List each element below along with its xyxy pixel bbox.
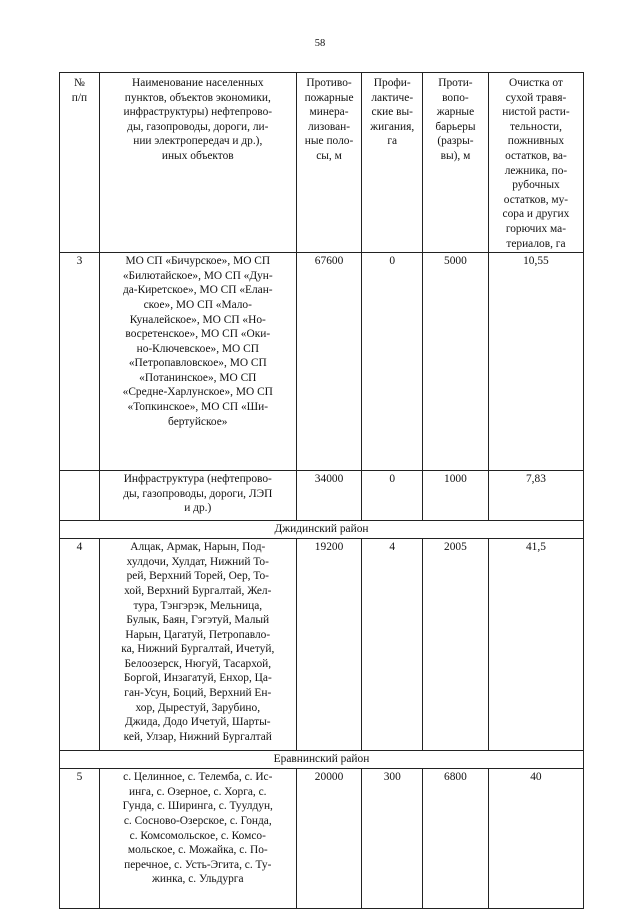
row-number: 5: [60, 769, 100, 909]
header-text-line: лизован-: [307, 120, 351, 133]
cell-text-line: хор, Дырестуй, Зарубино,: [135, 701, 261, 714]
table-body: [60, 253, 584, 909]
fire-prevention-table: [59, 72, 584, 909]
header-text-line: п/п: [71, 91, 88, 104]
row-object-name: [99, 253, 296, 471]
header-text-line: жигания,: [370, 120, 415, 133]
row-object-name: [99, 539, 296, 751]
header-text-line: остатков, ва-: [505, 149, 567, 162]
row-cleaning: 41,5: [488, 539, 583, 751]
cell-text-line: хулдочи, Хулдат, Нижний То-: [126, 555, 269, 568]
row-number: [60, 471, 100, 521]
header-text-line: сора и других: [502, 208, 570, 221]
header-text-line: пунктов, объектов экономики,: [124, 91, 271, 104]
header-cleaning: [488, 73, 583, 253]
row-cleaning: 40: [488, 769, 583, 909]
header-text-line: горючих ма-: [505, 222, 567, 235]
header-text-line: нии электропередач и др.),: [133, 135, 263, 148]
header-text-line: пожнивных: [507, 135, 565, 148]
cell-text-line: Алцак, Армак, Нарын, Под-: [130, 541, 266, 554]
header-num: [60, 73, 100, 253]
cell-text-line: с. Сосново-Озерское, с. Гонда,: [123, 814, 272, 827]
row-fire-barriers: 2005: [422, 539, 488, 751]
row-prophylactic-burning: 4: [362, 539, 423, 751]
cell-text-line: МО СП «Бичурское», МО СП: [125, 255, 271, 268]
cell-text-line: ды, газопроводы, дороги, ЛЭП: [123, 487, 273, 500]
row-prophylactic-burning: 300: [362, 769, 423, 909]
table-header-row: [60, 73, 584, 253]
cell-text-line: тура, Тэнгэрэк, Мельница,: [133, 599, 263, 612]
header-text-line: иных объектов: [161, 149, 234, 162]
header-text-line: сы, м: [316, 149, 342, 162]
row-number: 3: [60, 253, 100, 471]
cell-text-line: Нарын, Цагатуй, Петропавло-: [125, 628, 271, 641]
header-text-line: ные поло-: [304, 135, 354, 148]
district-row: [60, 751, 584, 769]
cell-text-line: с. Комсомольское, с. Комсо-: [129, 829, 266, 842]
cell-text-line: Боргой, Инзагатуй, Енхор, Ца-: [123, 672, 272, 685]
cell-text-line: с. Целинное, с. Телемба, с. Ис-: [123, 771, 273, 784]
cell-text-line: ка, Нижний Бургалтай, Ичетуй,: [121, 643, 275, 656]
header-text-line: минера-: [309, 106, 349, 119]
cell-text-line: «Потанинское», МО СП: [139, 371, 257, 384]
header-text-line: сухой травя-: [505, 91, 567, 104]
header-fire-barriers: [422, 73, 488, 253]
cell-text-line: и др.): [184, 502, 212, 515]
table-row: [60, 471, 584, 521]
header-text-line: Противо-: [306, 77, 352, 89]
header-text-line: рубочных: [512, 179, 560, 192]
row-number: 4: [60, 539, 100, 751]
header-text-line: пожарные: [304, 91, 354, 104]
table-row: [60, 539, 584, 751]
header-text-line: га: [387, 135, 398, 148]
header-text-line: барьеры: [435, 120, 476, 133]
cell-text-line: Белоозерск, Нюгуй, Тасархой,: [124, 657, 272, 670]
header-text-line: нистой расти-: [502, 106, 570, 119]
row-mineral-strips: 34000: [296, 471, 362, 521]
row-prophylactic-burning: 0: [362, 471, 423, 521]
header-text-line: Профи-: [373, 77, 411, 89]
header-text-line: инфраструктуры) нефтепрово-: [123, 106, 273, 119]
cell-text-line: кей, Улзар, Нижний Бургалтай: [123, 730, 272, 743]
header-text-line: лежника, по-: [504, 164, 568, 177]
header-text-line: тельности,: [509, 120, 562, 133]
header-text-line: ские вы-: [371, 106, 413, 119]
row-fire-barriers: 5000: [422, 253, 488, 471]
cell-text-line: жинка, с. Ульдурга: [152, 873, 244, 886]
header-text-line: териалов, га: [506, 237, 566, 250]
header-prophylactic-burning: [362, 73, 423, 253]
table-row: [60, 769, 584, 909]
cell-text-line: но-Ключевское», МО СП: [136, 342, 259, 355]
header-text-line: ды, газопроводы, дороги, ли-: [127, 120, 269, 133]
district-row: [60, 521, 584, 539]
row-object-name: [99, 471, 296, 521]
header-text-line: Проти-: [438, 77, 473, 89]
header-text-line: вы), м: [440, 149, 471, 162]
header-text-line: лактиче-: [371, 91, 414, 104]
header-text-line: Очистка от: [509, 77, 563, 89]
cell-text-line: перечное, с. Усть-Эгита, с. Ту-: [124, 858, 272, 871]
district-name: Еравнинский район: [60, 751, 584, 769]
header-text-line: Наименование населенных: [132, 77, 264, 89]
cell-text-line: мольское, с. Можайка, с. По-: [127, 844, 268, 857]
header-text-line: вопо-: [442, 91, 469, 104]
cell-text-line: «Средне-Харлунское», МО СП: [122, 386, 273, 399]
header-text-line: остатков, му-: [503, 193, 569, 206]
district-name: Джидинский район: [60, 521, 584, 539]
cell-text-line: рей, Верхний Торей, Оер, То-: [126, 570, 269, 583]
cell-text-line: ган-Усун, Боций, Верхний Ен-: [124, 687, 272, 700]
header-text-line: (разры-: [437, 135, 474, 148]
cell-text-line: «Петропавловское», МО СП: [128, 357, 267, 370]
table-row: [60, 253, 584, 471]
cell-text-line: инга, с. Озерное, с. Хорга, с.: [129, 785, 267, 798]
row-cleaning: 7,83: [488, 471, 583, 521]
cell-text-line: Инфраструктура (нефтепрово-: [123, 473, 272, 486]
row-fire-barriers: 6800: [422, 769, 488, 909]
cell-text-line: бертуйское»: [168, 415, 228, 428]
row-prophylactic-burning: 0: [362, 253, 423, 471]
row-fire-barriers: 1000: [422, 471, 488, 521]
cell-text-line: ское», МО СП «Мало-: [143, 298, 252, 311]
header-text-line: №: [74, 77, 85, 89]
cell-text-line: восретенское», МО СП «Оки-: [125, 328, 271, 341]
row-object-name: [99, 769, 296, 909]
header-mineral-strips: [296, 73, 362, 253]
header-text-line: жарные: [436, 106, 475, 119]
cell-text-line: Джида, Додо Ичетуй, Шарты-: [124, 716, 271, 729]
cell-text-line: Гунда, с. Ширинга, с. Туулдун,: [122, 800, 273, 813]
cell-text-line: «Топкинское», МО СП «Ши-: [127, 401, 269, 414]
cell-text-line: «Билютайское», МО СП «Дун-: [122, 269, 273, 282]
cell-text-line: хой, Верхний Бургалтай, Жел-: [124, 584, 272, 597]
row-cleaning: 10,55: [488, 253, 583, 471]
cell-text-line: Булык, Баян, Гэгэтуй, Малый: [126, 614, 270, 627]
cell-text-line: Куналейское», МО СП «Но-: [129, 313, 266, 326]
row-mineral-strips: 20000: [296, 769, 362, 909]
page-number: 58: [314, 38, 326, 49]
header-name: [99, 73, 296, 253]
cell-text-line: да-Киретское», МО СП «Елан-: [122, 284, 273, 297]
row-mineral-strips: 19200: [296, 539, 362, 751]
row-mineral-strips: 67600: [296, 253, 362, 471]
